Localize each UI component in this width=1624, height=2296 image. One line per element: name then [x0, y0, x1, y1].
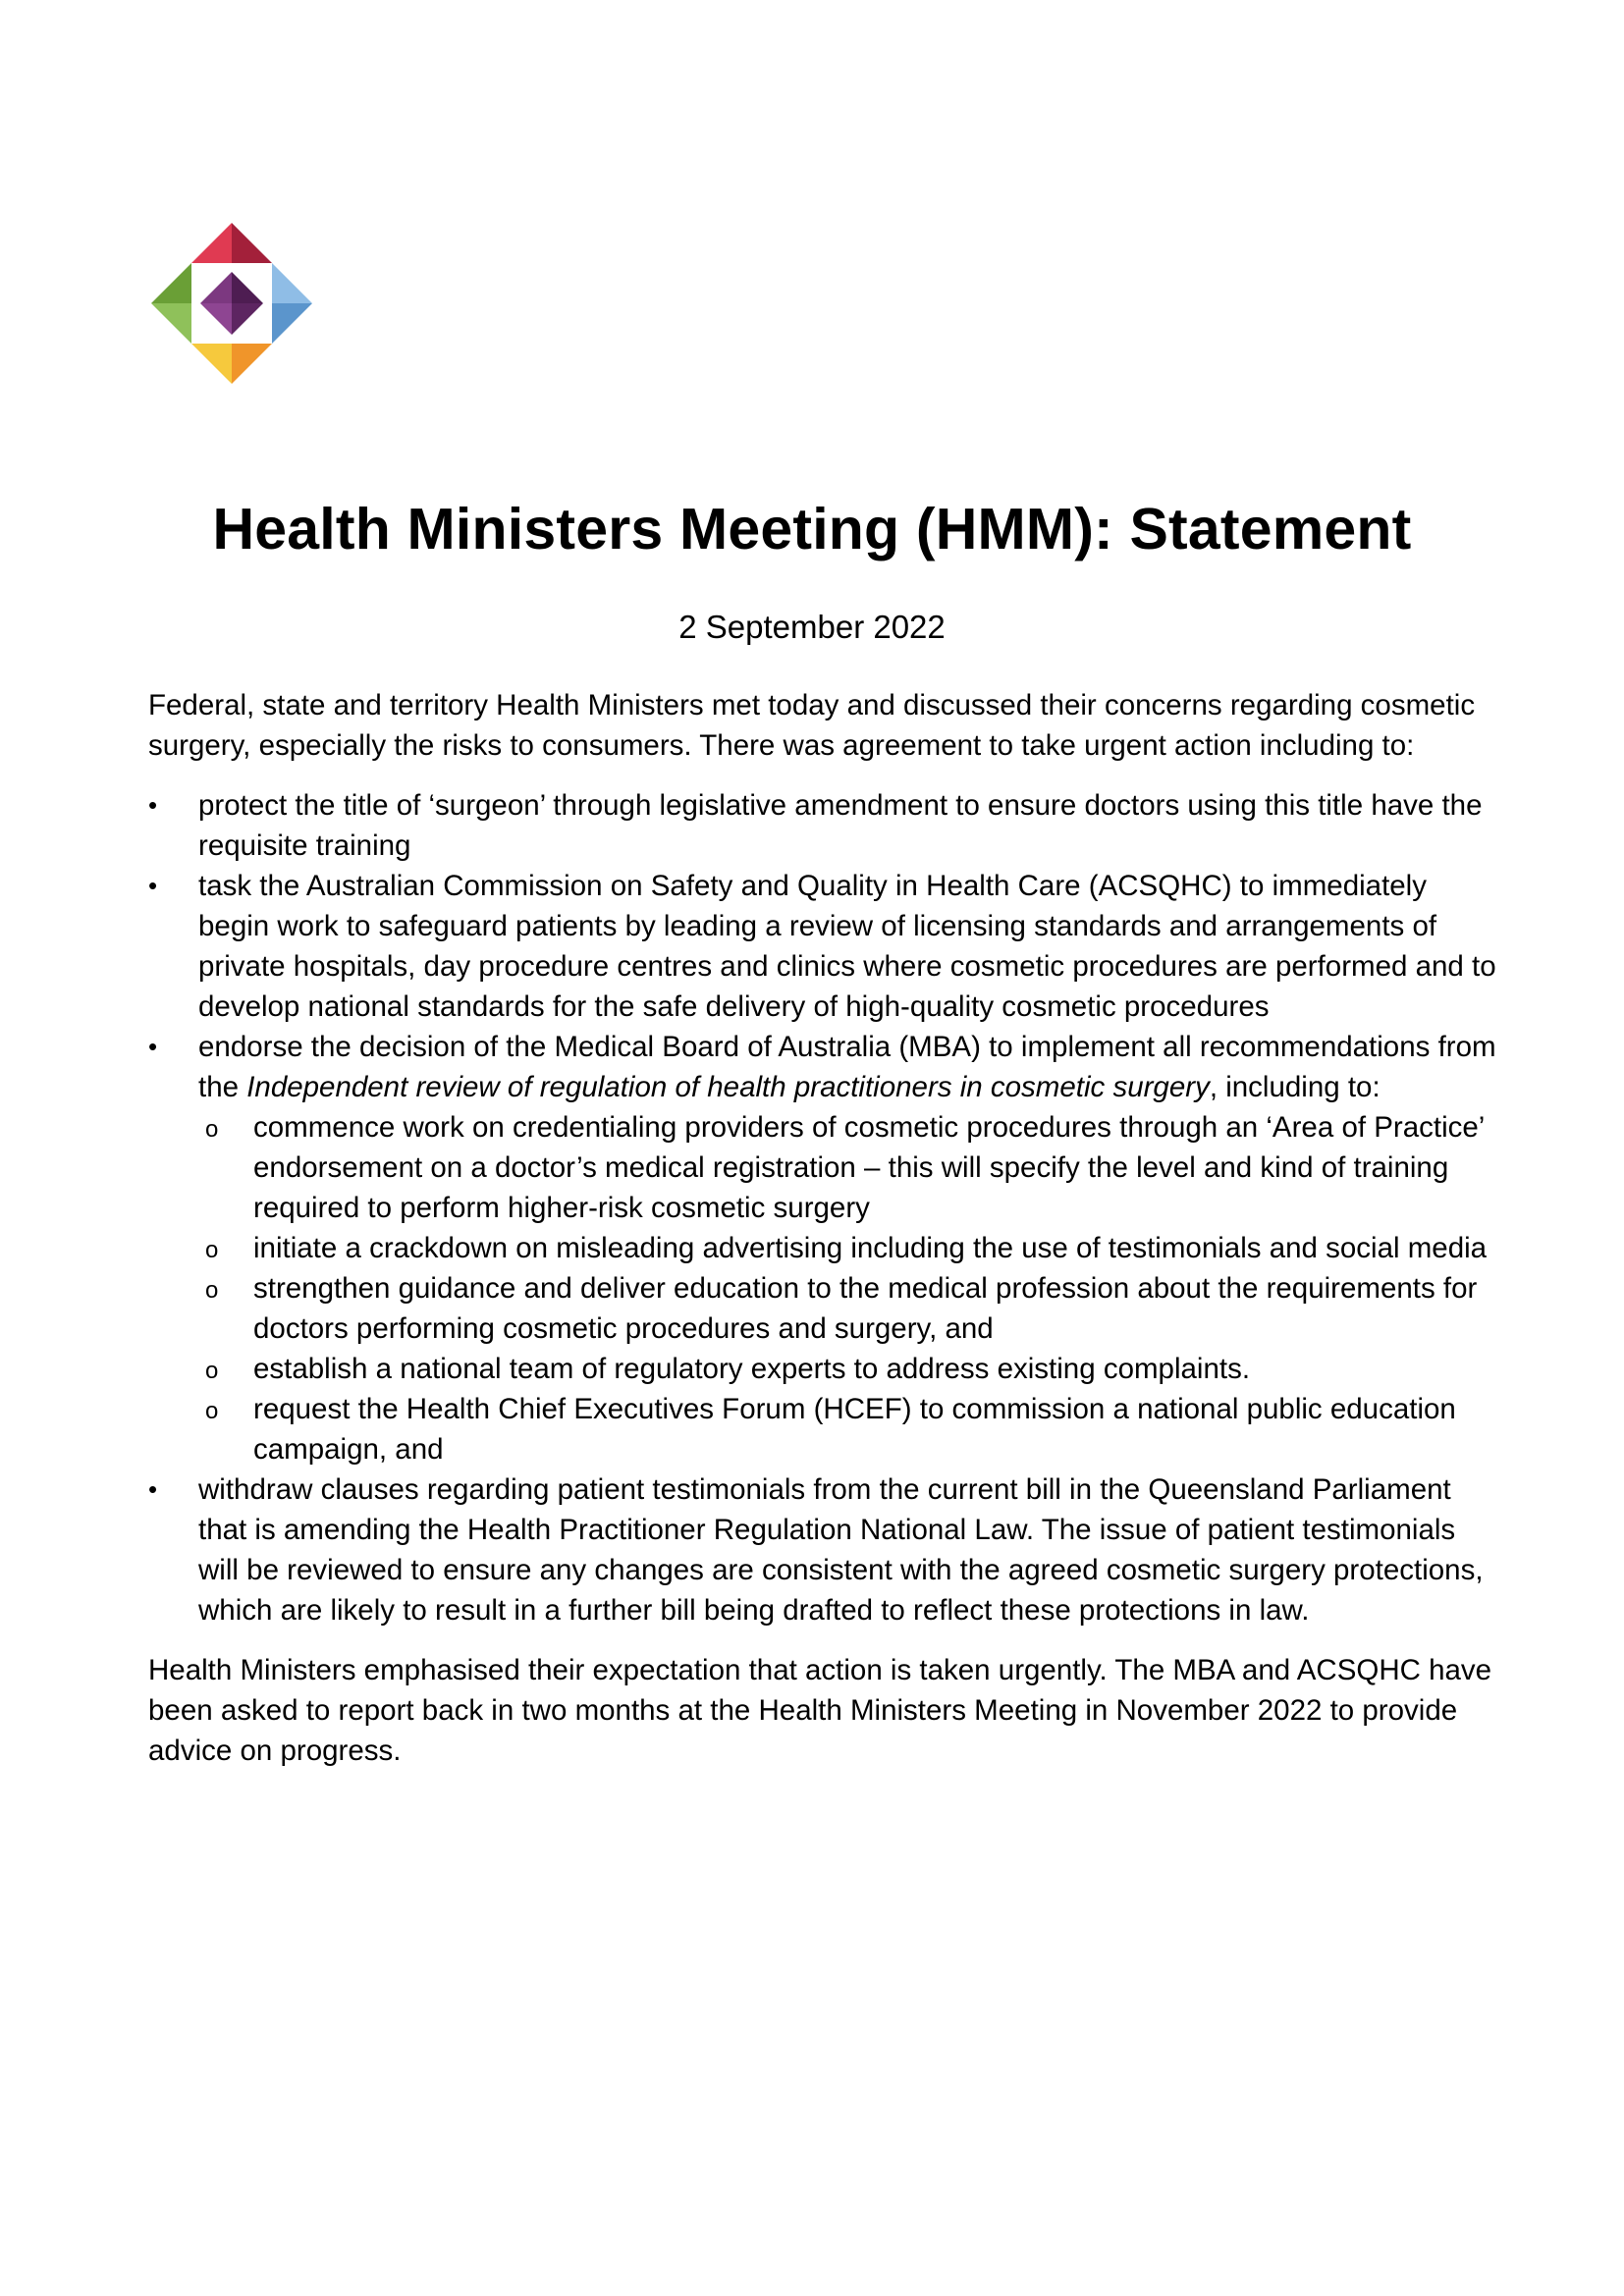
circle-bullet-icon: o — [205, 1116, 219, 1143]
sub-list-item-text: establish a national team of regulatory experts to address existing complaints. — [253, 1353, 1251, 1385]
list-item — [148, 1027, 1503, 1469]
logo-right-top-facet — [272, 263, 312, 303]
circle-bullet-icon: o — [205, 1277, 219, 1304]
logo-left-bottom-facet — [151, 303, 191, 344]
circle-bullet-icon: o — [205, 1398, 219, 1424]
sub-action-list — [198, 1107, 1503, 1469]
sub-list-item — [198, 1389, 1503, 1469]
list-item — [148, 785, 1503, 866]
intro-paragraph: Federal, state and territory Health Ministers met today and discussed their concerns regarding cosmetic surgery, especially the risks to consumers. There was agreement to take urgent action including to: — [148, 689, 1476, 762]
logo-center-facet — [200, 303, 232, 335]
list-item-text: protect the title of ‘surgeon’ through legislative amendment to ensure doctors using this title have the requisite training — [198, 789, 1483, 862]
list-item-text: task the Australian Commission on Safety and Quality in Health Care (ACSQHC) to immediately begin work to safeguard patients by leading a review of licensing standards and arrangements of private hospitals, day procedure centres and clinics where cosmetic procedures are performed and to develop national standards for the safe delivery of high-quality cosmetic procedures — [198, 870, 1496, 1023]
logo-right-bottom-facet — [272, 303, 312, 344]
circle-bullet-icon: o — [205, 1237, 219, 1263]
page-title: Health Ministers Meeting (HMM): Statement — [212, 497, 1412, 561]
bullet-icon: • — [148, 790, 158, 820]
sub-list-item-text: request the Health Chief Executives Forum (HCEF) to commission a national public education campaign, and — [253, 1393, 1456, 1466]
list-item-text-part: , including to: — [1209, 1071, 1380, 1103]
sub-list-item-text: strengthen guidance and deliver education to the medical profession about the requirements for doctors performing cosmetic procedures and surgery, and — [253, 1272, 1478, 1345]
circle-bullet-icon: o — [205, 1358, 219, 1384]
logo-top-right-facet — [232, 223, 272, 263]
sub-list-item — [198, 1228, 1503, 1268]
sub-list-item — [198, 1107, 1503, 1228]
sub-list-item-text: initiate a crackdown on misleading advertising including the use of testimonials and social media — [253, 1232, 1488, 1264]
bullet-icon: • — [148, 1032, 158, 1061]
logo-center-facet — [232, 303, 263, 335]
logo-bottom-right-facet — [232, 344, 272, 384]
list-item-text: withdraw clauses regarding patient testimonials from the current bill in the Queensland Parliament that is amending the Health Practitioner Regulation National Law. The issue of patient testimonials will be reviewed to ensure any changes are consistent with the agreed cosmetic surgery protections, which are likely to result in a further bill being drafted to reflect these protections in law. — [198, 1473, 1484, 1627]
logo-left-top-facet — [151, 263, 191, 303]
review-title: Independent review of regulation of health practitioners in cosmetic surgery — [246, 1071, 1210, 1103]
sub-list-item — [198, 1349, 1503, 1389]
list-item-text-part: endorse the decision of the Medical Board of Australia (MBA) to implement all recommendations from the — [198, 1031, 1496, 1103]
sub-list-item — [198, 1268, 1503, 1349]
logo-center-facet — [232, 272, 263, 303]
bullet-icon: • — [148, 871, 158, 900]
list-item — [148, 866, 1503, 1027]
logo-bottom-left-facet — [191, 344, 232, 384]
logo-top-left-facet — [191, 223, 232, 263]
diamond-logo-icon — [149, 221, 314, 386]
list-item-text — [198, 1031, 1496, 1103]
closing-paragraph: Health Ministers emphasised their expectation that action is taken urgently. The MBA and ACSQHC have been asked to report back in two months at the Health Ministers Meeting in November 2022 to provide advice on progress. — [148, 1654, 1492, 1767]
statement-body — [148, 685, 1503, 1771]
action-list — [148, 785, 1503, 1630]
sub-list-item-text: commence work on credentialing providers of cosmetic procedures through an ‘Area of Practice’ endorsement on a doctor’s medical registration – this will specify the level and kind of training required to perform higher-risk cosmetic surgery — [253, 1111, 1485, 1224]
list-item — [148, 1469, 1503, 1630]
logo-center-facet — [200, 272, 232, 303]
statement-date: 2 September 2022 — [678, 609, 946, 645]
bullet-icon: • — [148, 1474, 158, 1504]
